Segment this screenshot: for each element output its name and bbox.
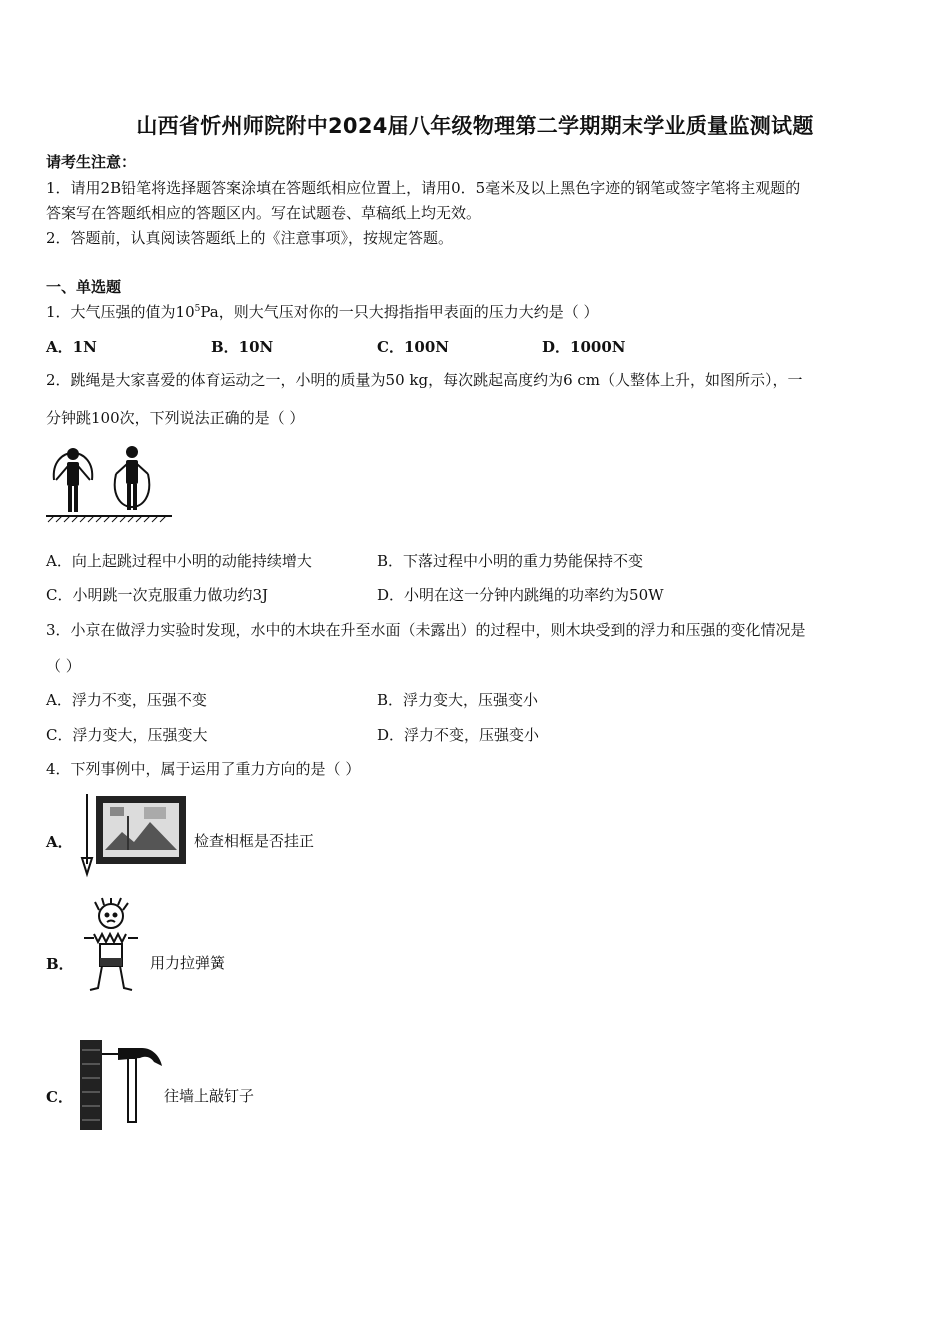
q1-option-c[interactable]: C．100N [377,338,449,356]
q2-option-d[interactable]: D．小明在这一分钟内跳绳的功率约为50W [377,586,664,604]
hammer-nail-figure [78,1038,164,1134]
q3-option-b[interactable]: B．浮力变大，压强变小 [377,691,539,709]
q1-option-b[interactable]: B．10N [211,338,274,356]
spring-stretch-figure [80,898,142,998]
notice-line-1b: 答案写在答题纸相应的答题区内。写在试题卷、草稿纸上均无效。 [46,204,482,222]
q4-option-b-caption: 用力拉弹簧 [150,954,226,972]
section-heading: 一、单选题 [46,278,122,296]
jump-rope-figure [44,440,174,524]
q1-stem-sup: 5 [194,304,201,314]
q3-stem-line-1: 3．小京在做浮力实验时发现，水中的木块在升至水面（未露出）的过程中，则木块受到的浮力和压强的变化情况是 [46,621,806,639]
q2-stem-line-1: 2．跳绳是大家喜爱的体育运动之一，小明的质量为50 kg，每次跳起高度约为6 cm（人整体上升，如图所示），一 [46,371,803,389]
notice-line-1: 1．请用2B铅笔将选择题答案涂填在答题纸相应位置上，请用0．5毫米及以上黑色字迹的钢笔或签字笔将主观题的 [46,179,801,197]
q4-option-c-caption: 往墙上敲钉子 [164,1087,255,1105]
q2-stem-line-2: 分钟跳100次，下列说法正确的是（ ） [46,409,305,427]
q1-stem-pre: 1．大气压强的值为10 [46,303,195,321]
q3-option-c[interactable]: C．浮力变大，压强变大 [46,726,208,744]
q3-stem-line-2: （ ） [46,657,81,675]
q2-option-a[interactable]: A．向上起跳过程中小明的动能持续增大 [46,552,312,570]
q4-option-c-letter[interactable]: C． [46,1088,73,1106]
notice-heading: 请考生注意： [46,153,137,171]
q4-option-a-caption: 检查相框是否挂正 [194,832,315,850]
q1-stem-post: Pa，则大气压对你的一只大拇指指甲表面的压力大约是（ ） [200,303,599,321]
q3-option-a[interactable]: A．浮力不变，压强不变 [46,691,207,709]
q4-option-b-letter[interactable]: B． [46,955,74,973]
q1-stem [46,302,599,322]
q4-stem: 4．下列事例中，属于运用了重力方向的是（ ） [46,760,361,778]
picture-frame-plumb-figure [78,792,190,876]
q3-option-d[interactable]: D．浮力不变，压强变小 [377,726,540,744]
q1-option-d[interactable]: D．1000N [542,338,626,356]
q1-option-a[interactable]: A．1N [46,338,97,356]
page-title: 山西省忻州师院附中2024届八年级物理第二学期期末学业质量监测试题 [136,114,814,138]
q2-option-c[interactable]: C．小明跳一次克服重力做功约3J [46,586,269,604]
q2-option-b[interactable]: B．下落过程中小明的重力势能保持不变 [377,552,644,570]
notice-line-2: 2．答题前，认真阅读答题纸上的《注意事项》，按规定答题。 [46,229,454,247]
q4-option-a-letter[interactable]: A． [46,833,73,851]
